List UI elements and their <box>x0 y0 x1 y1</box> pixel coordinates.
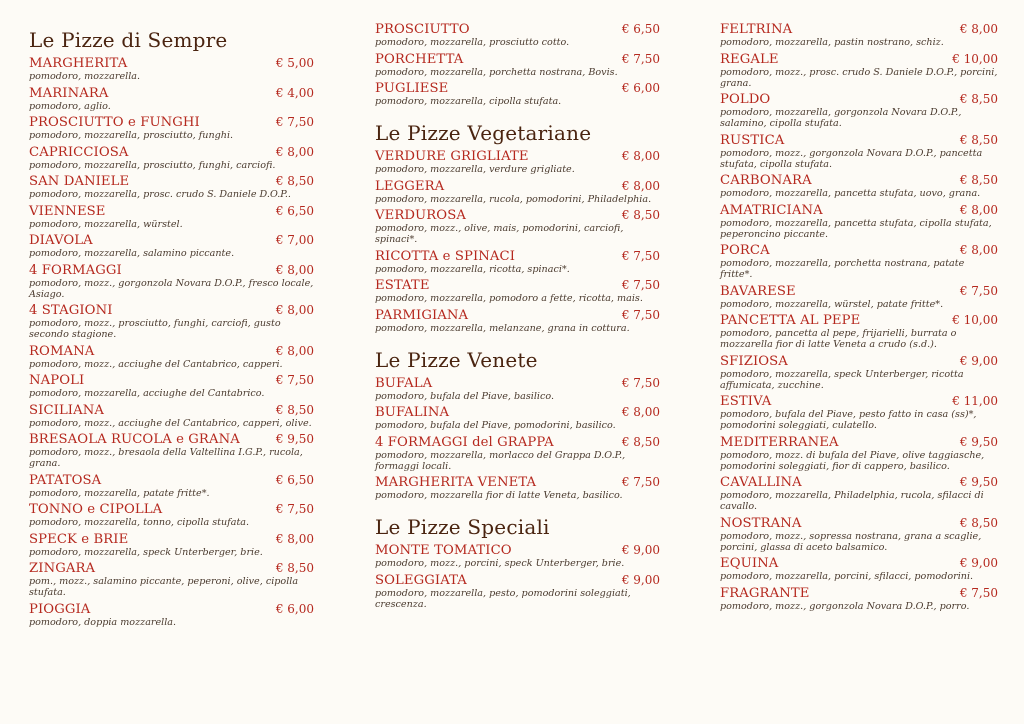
pizza-price: € 9,00 <box>621 572 660 587</box>
pizza-name: 4 FORMAGGI del GRAPPA <box>375 434 554 450</box>
pizza-price: € 8,00 <box>621 149 660 163</box>
pizza-name: POLDO <box>720 92 771 107</box>
pizza-name: ZINGARA <box>29 561 96 576</box>
pizza-name: MONTE TOMATICO <box>375 543 512 558</box>
menu-item <box>720 394 998 431</box>
menu-item <box>375 208 660 245</box>
pizza-name: PUGLIESE <box>375 81 449 96</box>
section-title: Le Pizze di Sempre <box>29 28 228 52</box>
pizza-name: PARMIGIANA <box>375 307 469 323</box>
menu-item <box>375 249 660 275</box>
pizza-price: € 7,50 <box>621 278 660 292</box>
pizza-ingredients: pomodoro, mozzarella, prosciutto cotto. <box>375 37 570 48</box>
pizza-name: PIOGGIA <box>29 601 91 617</box>
pizza-name: PROSCIUTTO <box>375 22 470 37</box>
menu-item <box>29 233 314 259</box>
pizza-ingredients: pomodoro, mozzarella. <box>29 71 141 82</box>
menu-item <box>29 532 314 558</box>
menu-item <box>720 313 998 350</box>
menu-item <box>375 435 660 472</box>
pizza-price: € 8,00 <box>621 178 660 193</box>
pizza-price: € 8,00 <box>275 303 314 317</box>
pizza-ingredients: pom., mozz., salamino piccante, peperoni, olive, cipolla stufata. <box>29 576 299 598</box>
menu-item <box>720 354 998 391</box>
pizza-ingredients: pomodoro, pancetta al pepe, frijarielli, burrata o mozzarella fior di latte Veneta a crudo (s.d.). <box>720 328 957 350</box>
pizza-price: € 6,50 <box>621 22 660 36</box>
pizza-name: PANCETTA AL PEPE <box>720 313 861 328</box>
pizza-ingredients: pomodoro, mozzarella, melanzane, grana in cottura. <box>375 322 630 334</box>
pizza-ingredients: pomodoro, mozzarella, pesto, pomodorini soleggiati, crescenza. <box>375 587 631 610</box>
menu-item <box>720 516 998 553</box>
pizza-price: € 8,50 <box>959 132 998 147</box>
pizza-name: ESTIVA <box>720 394 772 409</box>
menu-item <box>720 243 998 280</box>
pizza-price: € 7,50 <box>621 375 660 390</box>
menu-item <box>375 149 660 175</box>
pizza-price: € 10,00 <box>952 313 998 327</box>
pizza-price: € 9,50 <box>959 475 998 489</box>
pizza-price: € 8,50 <box>275 174 314 188</box>
pizza-ingredients: pomodoro, mozzarella, speck Unterberger, brie. <box>29 546 263 558</box>
pizza-price: € 6,00 <box>621 81 660 95</box>
menu-item <box>375 475 660 501</box>
menu-column-1 <box>29 22 314 631</box>
menu-item <box>29 473 314 499</box>
menu-item <box>375 81 660 107</box>
pizza-ingredients: pomodoro, bufala del Piave, pesto fatto in casa (ss)*, pomodorini soleggiati, culatello. <box>720 409 977 431</box>
menu-column-2 <box>375 22 660 613</box>
pizza-name: PROSCIUTTO e FUNGHI <box>29 115 200 130</box>
pizza-ingredients: pomodoro, mozzarella, Philadelphia, rucola, sfilacci di cavallo. <box>720 490 984 512</box>
pizza-name: VERDURE GRIGLIATE <box>375 149 529 164</box>
menu-item <box>29 115 314 141</box>
menu-item <box>720 475 998 512</box>
menu-item <box>29 174 314 200</box>
pizza-ingredients: pomodoro, mozz., olive, mais, pomodorini, carciofi, spinaci*. <box>375 223 624 245</box>
pizza-price: € 9,50 <box>959 434 998 449</box>
menu-item <box>375 376 660 402</box>
pizza-price: € 5,00 <box>275 56 314 70</box>
menu-item <box>29 204 314 230</box>
pizza-ingredients: pomodoro, mozzarella, pastin nostrano, schiz. <box>720 37 944 48</box>
pizza-ingredients: pomodoro, mozzarella, porchetta nostrana, Bovis. <box>375 66 618 78</box>
pizza-price: € 7,50 <box>275 373 314 387</box>
pizza-price: € 8,50 <box>275 402 314 417</box>
pizza-ingredients: pomodoro, mozzarella, porcini, sfilacci, pomodorini. <box>720 571 974 582</box>
menu-item <box>29 373 314 399</box>
pizza-ingredients: pomodoro, bufala del Piave, basilico. <box>375 390 554 402</box>
pizza-name: BUFALINA <box>375 405 450 420</box>
pizza-ingredients: pomodoro, mozzarella, ricotta, spinaci*. <box>375 263 570 275</box>
pizza-name: DIAVOLA <box>29 233 93 248</box>
pizza-name: VERDUROSA <box>375 208 466 223</box>
pizza-name: MARGHERITA VENETA <box>375 475 537 490</box>
pizza-ingredients: pomodoro, bufala del Piave, pomodorini, basilico. <box>375 420 616 431</box>
pizza-ingredients: pomodoro, mozzarella, rucola, pomodorini, Philadelphia. <box>375 193 652 205</box>
pizza-name: PORCHETTA <box>375 51 464 67</box>
pizza-price: € 7,50 <box>959 585 998 600</box>
pizza-name: TONNO e CIPOLLA <box>29 502 163 517</box>
menu-item <box>720 173 998 199</box>
pizza-ingredients: pomodoro, mozz., bresaola della Valtellina I.G.P., rucola, grana. <box>29 447 303 469</box>
menu-item <box>375 278 660 304</box>
pizza-ingredients: pomodoro, mozzarella, pancetta stufata, uovo, grana. <box>720 188 981 199</box>
pizza-price: € 8,00 <box>959 243 998 257</box>
pizza-price: € 7,50 <box>621 307 660 322</box>
pizza-ingredients: pomodoro, mozz., gorgonzola Novara D.O.P., fresco locale, Asiago. <box>29 277 314 300</box>
pizza-name: SFIZIOSA <box>720 353 788 369</box>
pizza-ingredients: pomodoro, mozzarella, cipolla stufata. <box>375 96 562 107</box>
pizza-ingredients: pomodoro, mozz., porcini, speck Unterberger, brie. <box>375 558 625 569</box>
pizza-name: CARBONARA <box>720 173 812 188</box>
pizza-name: RICOTTA e SPINACI <box>375 248 516 264</box>
menu-item <box>29 403 314 429</box>
pizza-ingredients: pomodoro, doppia mozzarella. <box>29 616 177 628</box>
menu-item <box>29 502 314 528</box>
pizza-price: € 8,00 <box>275 531 314 546</box>
pizza-price: € 8,00 <box>275 144 314 159</box>
pizza-ingredients: pomodoro, mozzarella, prosciutto, funghi, carciofi. <box>29 159 276 171</box>
pizza-name: REGALE <box>720 51 779 67</box>
menu-item <box>29 145 314 171</box>
pizza-price: € 8,00 <box>621 405 660 419</box>
pizza-name: 4 FORMAGGI <box>29 262 122 278</box>
menu-item <box>29 56 314 82</box>
pizza-name: EQUINA <box>720 556 779 571</box>
section-title: Le Pizze Vegetariane <box>375 121 592 145</box>
pizza-name: MEDITERRANEA <box>720 434 839 450</box>
pizza-price: € 4,00 <box>275 85 314 100</box>
pizza-name: NAPOLI <box>29 373 85 388</box>
menu-item <box>29 263 314 300</box>
menu-item <box>720 586 998 612</box>
menu-item <box>375 573 660 610</box>
menu-item <box>720 133 998 170</box>
menu-item <box>720 284 998 310</box>
menu-item <box>29 86 314 112</box>
pizza-price: € 7,00 <box>275 233 314 247</box>
pizza-name: BRESAOLA RUCOLA e GRANA <box>29 432 240 447</box>
pizza-name: PATATOSA <box>29 472 102 488</box>
pizza-ingredients: pomodoro, mozzarella, acciughe del Cantabrico. <box>29 388 265 399</box>
menu-item <box>375 405 660 431</box>
pizza-ingredients: pomodoro, mozz., gorgonzola Novara D.O.P., pancetta stufata, cipolla stufata. <box>720 147 983 170</box>
pizza-price: € 9,00 <box>621 543 660 557</box>
pizza-name: AMATRICIANA <box>720 202 823 218</box>
menu-item <box>29 602 314 628</box>
pizza-name: ROMANA <box>29 343 95 359</box>
menu-column-3 <box>720 22 998 615</box>
pizza-ingredients: pomodoro, mozzarella, morlacco del Grappa D.O.P., formaggi locali. <box>375 449 626 472</box>
pizza-name: FELTRINA <box>720 22 793 37</box>
pizza-price: € 8,50 <box>275 561 314 575</box>
pizza-ingredients: pomodoro, mozz., acciughe del Cantabrico, capperi, olive. <box>29 417 312 429</box>
section-title: Le Pizze Speciali <box>375 515 550 539</box>
pizza-ingredients: pomodoro, mozz. di bufala del Piave, olive taggiasche, pomodorini soleggiati, fior di cappero, basilico. <box>720 449 985 472</box>
pizza-name: CAPRICCIOSA <box>29 144 129 160</box>
pizza-price: € 8,50 <box>959 173 998 187</box>
pizza-ingredients: pomodoro, mozzarella, gorgonzola Novara D.O.P., salamino, cipolla stufata. <box>720 107 962 129</box>
pizza-ingredients: pomodoro, mozz., prosciutto, funghi, carciofi, gusto secondo stagione. <box>29 318 281 340</box>
pizza-ingredients: pomodoro, mozzarella, patate fritte*. <box>29 487 210 499</box>
pizza-price: € 10,00 <box>952 51 998 66</box>
pizza-name: MARINARA <box>29 85 109 101</box>
pizza-price: € 8,50 <box>959 92 998 106</box>
pizza-price: € 7,50 <box>621 475 660 489</box>
menu-item <box>375 308 660 334</box>
pizza-price: € 8,50 <box>959 515 998 530</box>
pizza-price: € 7,50 <box>621 51 660 66</box>
menu-item <box>720 22 998 48</box>
pizza-ingredients: pomodoro, mozz., acciughe del Cantabrico, capperi. <box>29 358 283 370</box>
pizza-ingredients: pomodoro, mozzarella, prosc. crudo S. Daniele D.O.P.. <box>29 189 291 200</box>
pizza-price: € 6,00 <box>275 601 314 616</box>
pizza-price: € 6,50 <box>275 472 314 487</box>
pizza-name: SOLEGGIATA <box>375 572 467 588</box>
pizza-price: € 11,00 <box>952 394 998 408</box>
pizza-name: 4 STAGIONI <box>29 303 113 318</box>
pizza-name: BAVARESE <box>720 283 796 299</box>
pizza-name: NOSTRANA <box>720 515 802 531</box>
pizza-name: VIENNESE <box>29 203 106 219</box>
menu-item <box>720 556 998 582</box>
pizza-name: CAVALLINA <box>720 475 802 490</box>
pizza-name: FRAGRANTE <box>720 585 810 601</box>
pizza-price: € 8,00 <box>275 262 314 277</box>
pizza-name: SAN DANIELE <box>29 174 130 189</box>
menu-item <box>720 203 998 240</box>
pizza-price: € 9,50 <box>275 432 314 446</box>
menu-item <box>29 303 314 340</box>
pizza-ingredients: pomodoro, mozz., prosc. crudo S. Daniele D.O.P., porcini, grana. <box>720 66 998 89</box>
pizza-price: € 7,50 <box>621 248 660 263</box>
pizza-ingredients: pomodoro, mozzarella, speck Unterberger, ricotta affumicata, zucchine. <box>720 368 964 391</box>
menu-item <box>720 435 998 472</box>
pizza-price: € 7,50 <box>275 502 314 516</box>
pizza-name: LEGGERA <box>375 178 445 194</box>
pizza-price: € 9,00 <box>959 353 998 368</box>
pizza-ingredients: pomodoro, mozzarella, salamino piccante. <box>29 248 235 259</box>
pizza-name: SICILIANA <box>29 402 104 418</box>
menu-item <box>29 432 314 469</box>
pizza-ingredients: pomodoro, mozzarella, pomodoro a fette, ricotta, mais. <box>375 293 643 304</box>
menu-item <box>29 344 314 370</box>
pizza-price: € 7,50 <box>275 115 314 129</box>
pizza-ingredients: pomodoro, mozzarella, tonno, cipolla stufata. <box>29 517 250 528</box>
menu-item <box>29 561 314 598</box>
pizza-price: € 8,00 <box>959 202 998 217</box>
pizza-price: € 8,50 <box>621 208 660 222</box>
section-title: Le Pizze Venete <box>375 347 538 372</box>
pizza-ingredients: pomodoro, mozzarella, prosciutto, funghi. <box>29 130 234 141</box>
pizza-price: € 9,00 <box>959 556 998 570</box>
pizza-name: SPECK e BRIE <box>29 531 129 547</box>
menu-item <box>720 52 998 89</box>
menu-item <box>720 92 998 129</box>
menu-item <box>375 179 660 205</box>
pizza-name: MARGHERITA <box>29 56 128 71</box>
pizza-price: € 8,00 <box>959 22 998 36</box>
menu-item <box>375 22 660 48</box>
pizza-price: € 8,00 <box>275 343 314 358</box>
pizza-name: BUFALA <box>375 375 433 391</box>
pizza-ingredients: pomodoro, mozz., gorgonzola Novara D.O.P., porro. <box>720 600 970 612</box>
menu-item <box>375 543 660 569</box>
pizza-ingredients: pomodoro, mozzarella, verdure grigliate. <box>375 164 575 175</box>
menu-item <box>375 52 660 78</box>
pizza-ingredients: pomodoro, aglio. <box>29 100 111 112</box>
pizza-ingredients: pomodoro, mozzarella, würstel, patate fritte*. <box>720 298 944 310</box>
pizza-price: € 8,50 <box>621 434 660 449</box>
pizza-name: ESTATE <box>375 278 430 293</box>
pizza-price: € 6,50 <box>275 203 314 218</box>
pizza-ingredients: pomodoro, mozzarella, pancetta stufata, cipolla stufata, peperoncino piccante. <box>720 217 992 240</box>
pizza-price: € 7,50 <box>959 283 998 298</box>
pizza-ingredients: pomodoro, mozzarella, porchetta nostrana, patate fritte*. <box>720 258 965 280</box>
pizza-ingredients: pomodoro, mozzarella fior di latte Veneta, basilico. <box>375 490 623 501</box>
pizza-ingredients: pomodoro, mozzarella, würstel. <box>29 218 183 230</box>
pizza-name: RUSTICA <box>720 132 785 148</box>
pizza-name: PORCA <box>720 243 770 258</box>
pizza-ingredients: pomodoro, mozz., sopressa nostrana, grana a scaglie, porcini, glassa di aceto balsamico. <box>720 530 982 553</box>
